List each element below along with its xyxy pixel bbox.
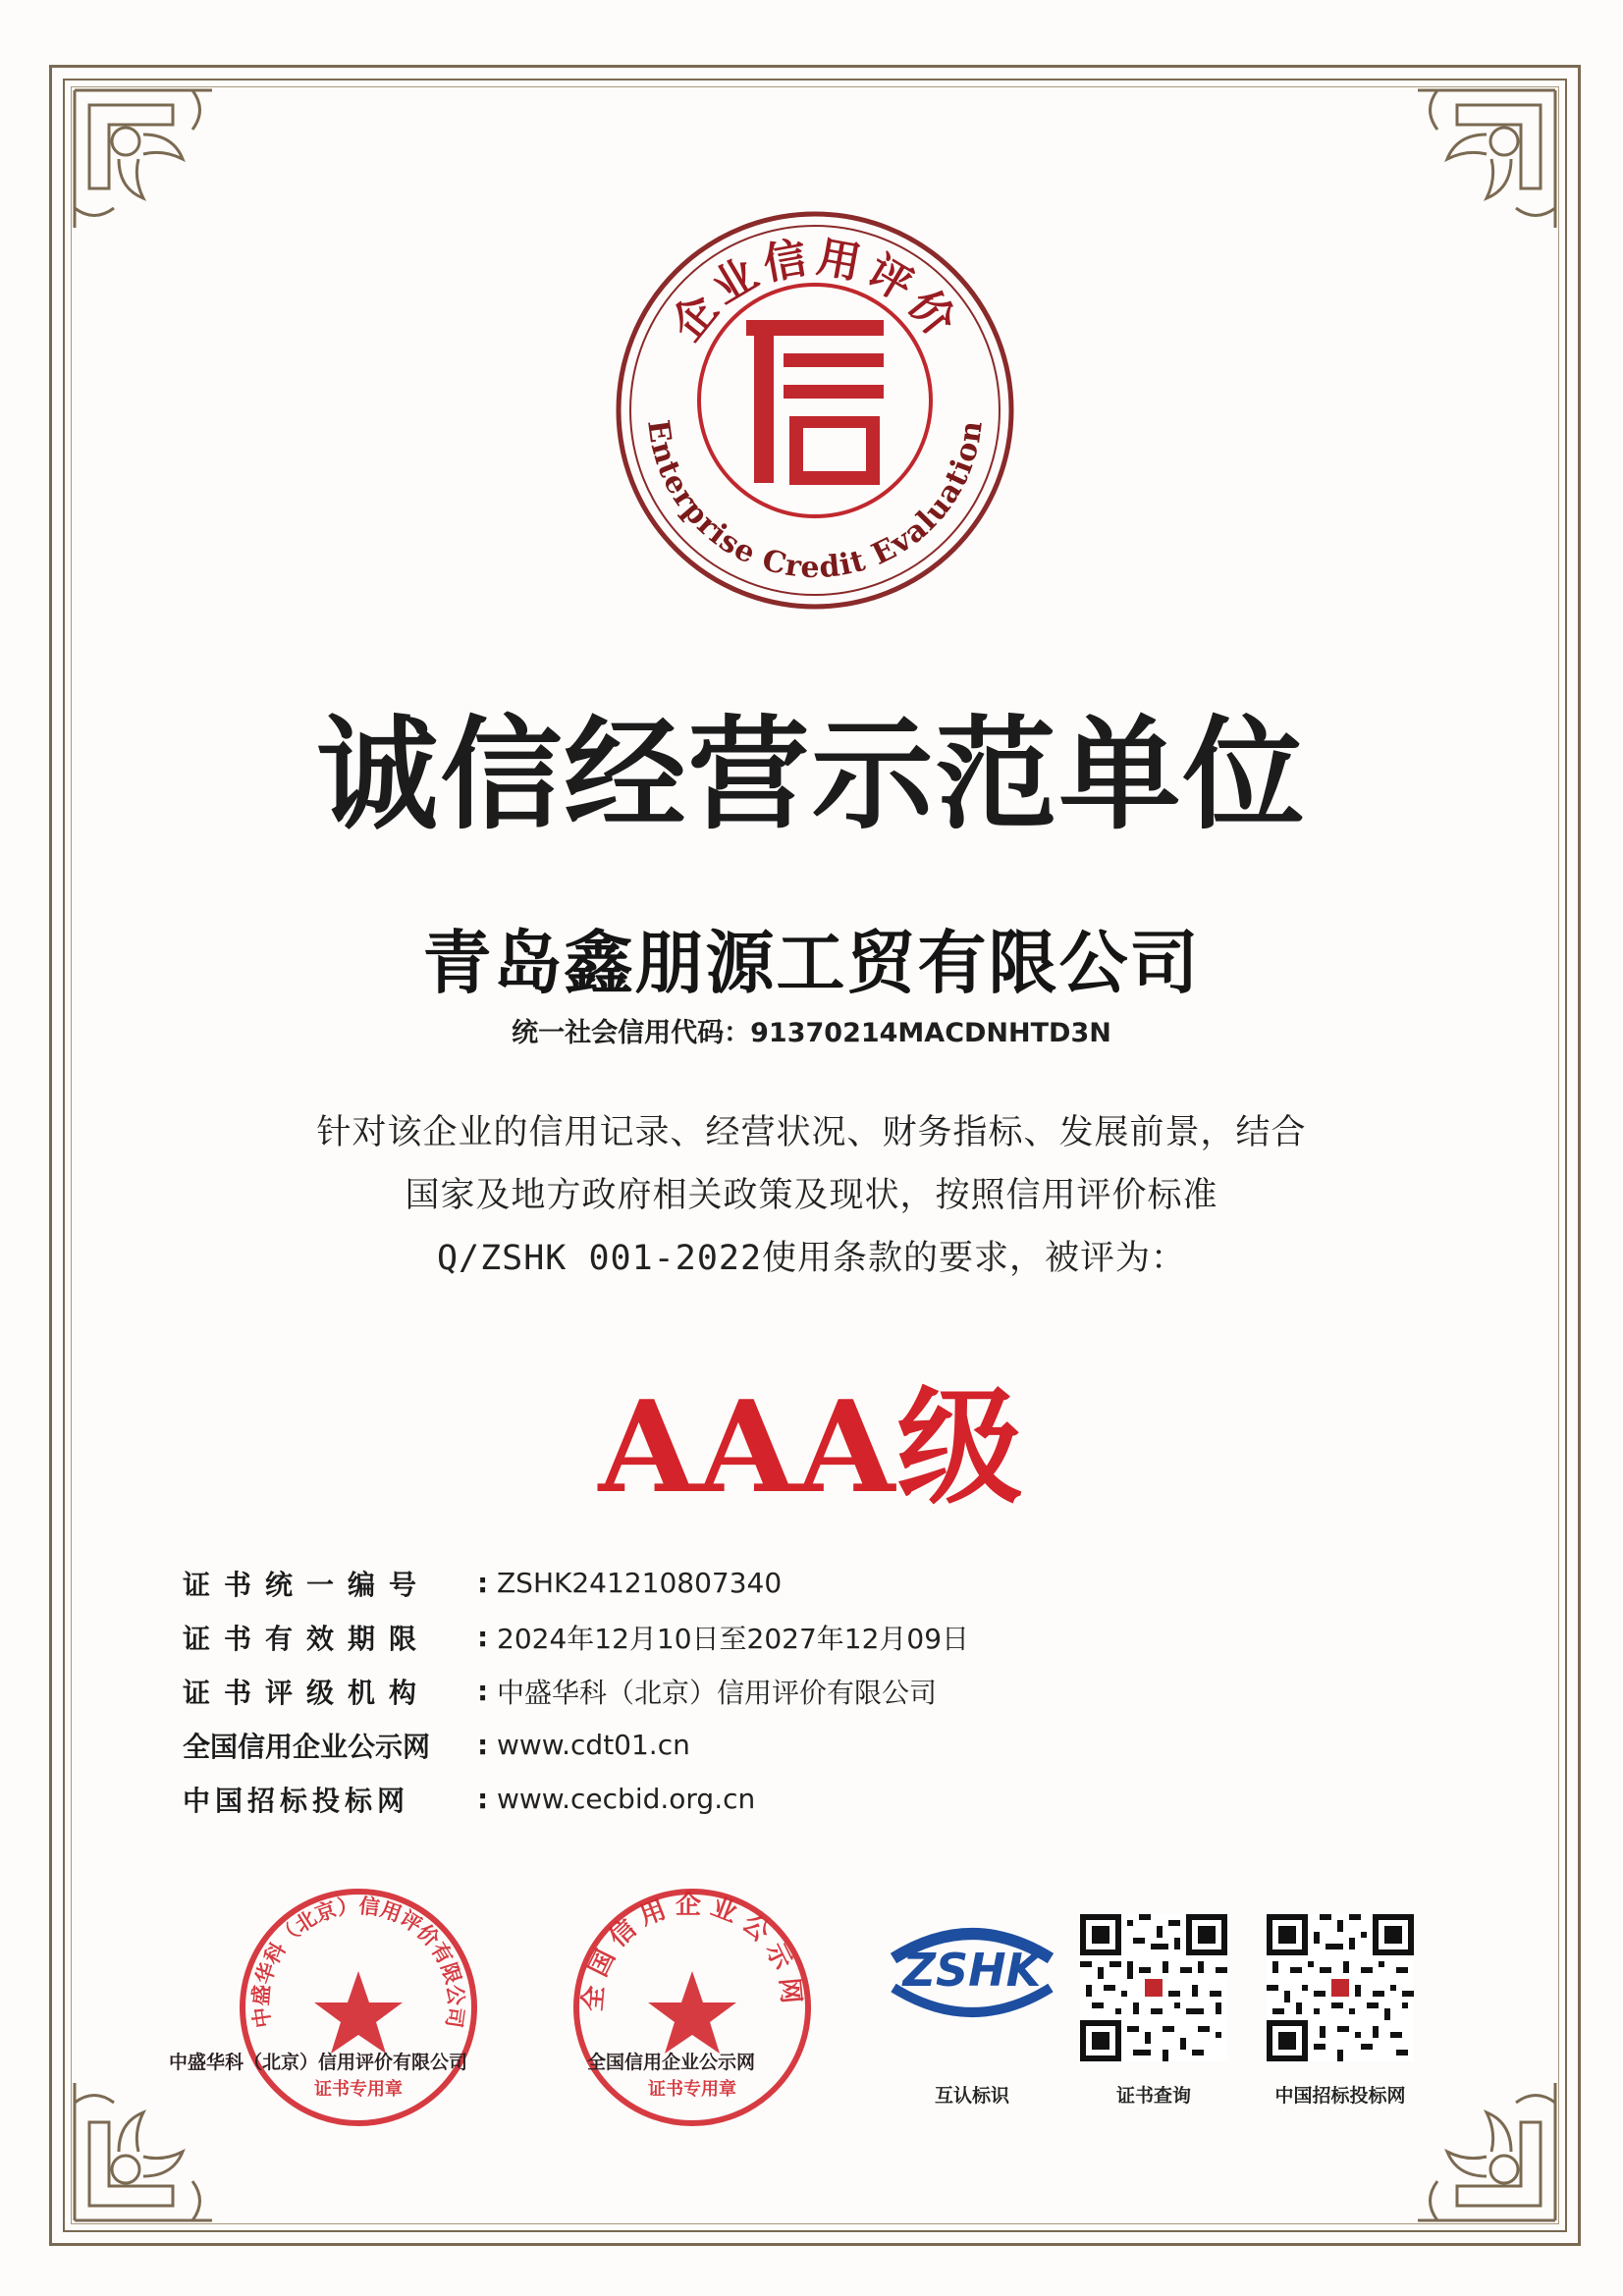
info-value: www.cdt01.cn: [497, 1729, 690, 1761]
corner-ornament-icon: [65, 2073, 222, 2230]
zshk-logo-text: ZSHK: [902, 1944, 1042, 1997]
seal-ring-en: Enterprise Credit Evaluation: [640, 417, 990, 586]
qr-caption: 证书查询: [1115, 2085, 1191, 2107]
info-colon: :: [477, 1621, 489, 1653]
info-row-site-1: [183, 1718, 969, 1772]
svg-text:Enterprise Credit Evaluation: [640, 418, 990, 586]
credit-grade: AAA级: [598, 1374, 1025, 1522]
star-stamp-icon: [569, 1885, 815, 2130]
company-name: 青岛鑫朋源工贸有限公司: [422, 922, 1201, 1003]
star-stamp-icon: [236, 1885, 481, 2130]
certificate-info: [183, 1556, 969, 1826]
corner-ornament-icon: [65, 80, 222, 238]
stamp-caption: 全国信用企业公示网: [587, 2052, 756, 2073]
description-line: 国家及地方政府相关政策及现状，按照信用评价标准: [405, 1176, 1218, 1215]
stamp-under-text: 证书专用章: [648, 2079, 736, 2100]
info-value: 2024年12月10日至2027年12月09日: [497, 1622, 970, 1655]
zshk-caption: 互认标识: [934, 2085, 1009, 2107]
qr-caption: 中国招标投标网: [1274, 2085, 1406, 2107]
info-colon: :: [477, 1783, 489, 1815]
info-row-number: [183, 1556, 969, 1610]
info-colon: :: [477, 1729, 489, 1761]
certificate-title: 诚信经营示范单位: [316, 705, 1307, 846]
info-colon: :: [477, 1567, 489, 1599]
qr-code-icon[interactable]: [1267, 1914, 1414, 2061]
info-value: ZSHK241210807340: [497, 1567, 783, 1599]
info-label: 证书统一编号: [183, 1568, 431, 1601]
credit-seal-icon: [609, 204, 1021, 616]
info-value: www.cecbid.org.cn: [497, 1783, 756, 1815]
stamp-caption: 中盛华科（北京）信用评价有限公司: [169, 2052, 468, 2073]
info-row-site-2: [183, 1772, 969, 1826]
qr-code-icon[interactable]: [1080, 1914, 1227, 2061]
stamp-under-text: 证书专用章: [314, 2079, 403, 2100]
info-label: 证书有效期限: [183, 1622, 431, 1655]
corner-ornament-icon: [1408, 80, 1565, 238]
info-colon: :: [477, 1675, 489, 1707]
description-line: 针对该企业的信用记录、经营状况、财务指标、发展前景，结合: [316, 1113, 1307, 1152]
info-row-validity: [183, 1610, 969, 1664]
zshk-logo-icon: [874, 1919, 1070, 2022]
credit-code: 统一社会信用代码：91370214MACDNHTD3N: [512, 1018, 1111, 1048]
info-value: 中盛华科（北京）信用评价有限公司: [497, 1676, 938, 1709]
info-label: 全国信用企业公示网: [183, 1730, 431, 1763]
description-line: Q/ZSHK 001-2022使用条款的要求，被评为：: [436, 1239, 1187, 1278]
info-label: 中国招标投标网: [183, 1784, 410, 1817]
seal-ring-cn: 企业信用评价: [662, 232, 968, 350]
stamp-ring-text: 全国信用企业公示网: [577, 1890, 807, 2013]
info-label: 证书评级机构: [183, 1676, 431, 1709]
stamp-ring-text: 中盛华科（北京）信用评价有限公司: [247, 1893, 469, 2030]
info-row-issuer: [183, 1664, 969, 1718]
